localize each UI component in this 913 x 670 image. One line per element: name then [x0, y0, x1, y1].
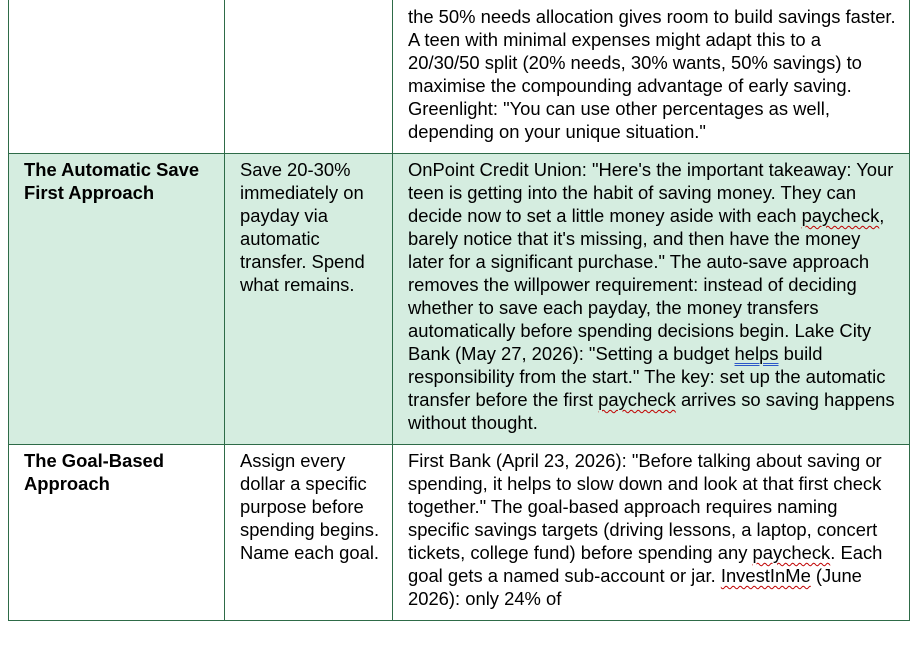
- approach-cell: The Automatic Save First Approach: [9, 154, 225, 445]
- table-row: [9, 154, 910, 445]
- evidence-text: , barely notice that it's missing, and then have the money later for a significant purchase." The auto-save approach removes the willpower requirement: instead of deciding whether to save each payday, the money transfers automatically before spending decisions begin. Lake City Bank (May 27, 2026): "Setting a budget: [408, 205, 885, 364]
- table-row: [9, 0, 910, 154]
- spelling-flag[interactable]: paycheck: [801, 205, 880, 226]
- evidence-text: build responsibility from the start." The key: set up the automatic transfer before the first: [408, 343, 886, 410]
- rule-cell: Assign every dollar a specific purpose before spending begins. Name each goal.: [225, 445, 393, 621]
- rule-cell: Save 20-30% immediately on payday via automatic transfer. Spend what remains.: [225, 154, 393, 445]
- rule-cell: [225, 0, 393, 154]
- document-table: [8, 0, 910, 621]
- grammar-flag[interactable]: helps: [734, 343, 779, 364]
- evidence-text: First Bank (April 23, 2026): "Before talking about saving or spending, it helps to slow down and look at that first check together." The goal-based approach requires naming specific savings targets (driving lessons, a laptop, concert tickets, college fund) before spending any: [408, 450, 882, 563]
- evidence-cell: the 50% needs allocation gives room to build savings faster. A teen with minimal expenses might adapt this to a 20/30/50 split (20% needs, 30% wants, 50% savings) to maximise the compounding advantage of early saving. Greenlight: "You can use other percentages as well, depending on your unique situation.": [393, 0, 910, 154]
- table-row: [9, 445, 910, 621]
- approach-cell: [9, 0, 225, 154]
- evidence-cell: [393, 154, 910, 445]
- evidence-text: OnPoint Credit Union: "Here's the important takeaway: Your teen is getting into the habit of saving money. They can decide now to set a little money aside with each: [408, 159, 894, 226]
- evidence-cell: [393, 445, 910, 621]
- spelling-flag[interactable]: paycheck: [598, 389, 676, 410]
- spelling-flag[interactable]: paycheck: [752, 542, 831, 563]
- evidence-text: (June 2026): only 24% of: [408, 565, 862, 609]
- evidence-text: . Each goal gets a named sub-account or jar.: [408, 542, 883, 586]
- spelling-flag[interactable]: InvestInMe: [720, 565, 811, 586]
- approach-cell: The Goal-Based Approach: [9, 445, 225, 621]
- evidence-text: arrives so saving happens without thought.: [408, 389, 895, 433]
